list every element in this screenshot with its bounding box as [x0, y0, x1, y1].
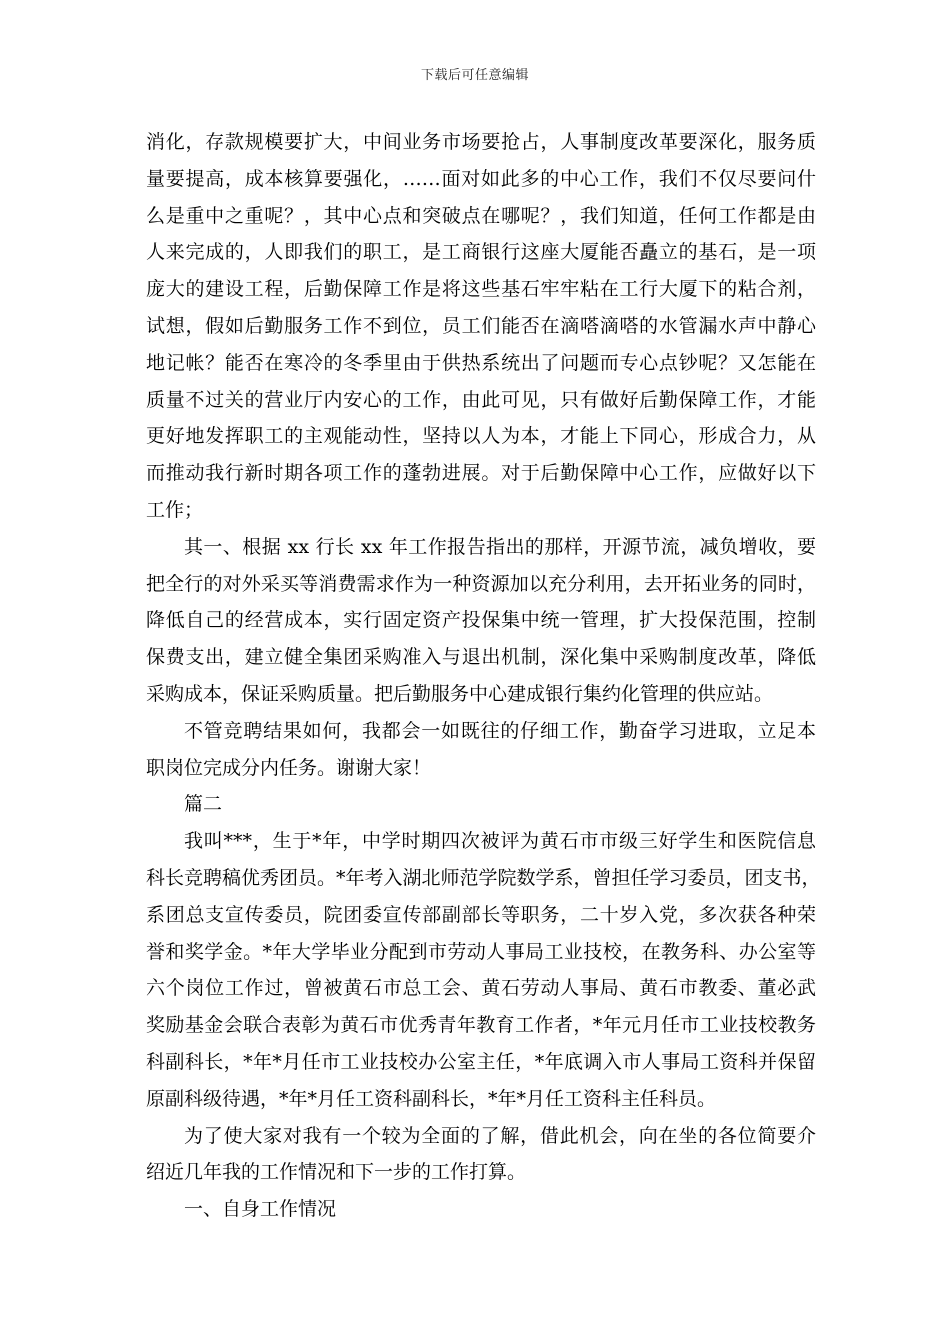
- text-line: 科长竞聘稿优秀团员。*年考入湖北师范学院数学系，曾担任学习委员，团支书，: [146, 866, 821, 889]
- text-line: 地记帐？能否在寒冷的冬季里由于供热系统出了问题而专心点钞呢？又怎能在: [146, 351, 816, 374]
- text-line: 庞大的建设工程，后勤保障工作是将这些基石牢牢粘在工行大厦下的粘合剂，: [146, 278, 816, 301]
- document-body: [146, 124, 821, 1228]
- page-header: 下载后可任意编辑: [420, 68, 529, 83]
- text-line: 消化，存款规模要扩大，中间业务市场要抢占，人事制度改革要深化，服务质: [146, 131, 816, 153]
- text-line: 降低自己的经营成本，实行固定资产投保集中统一管理，扩大投保范围，控制: [146, 609, 816, 632]
- text-line: 为了使大家对我有一个较为全面的了解，借此机会，向在坐的各位简要介: [184, 1124, 816, 1147]
- text-line: 奖励基金会联合表彰为黄石市优秀青年教育工作者，*年元月任市工业技校教务: [146, 1014, 816, 1037]
- text-line: 原副科级待遇，*年*月任工资科副科长，*年*月任工资科主任科员。: [146, 1087, 717, 1110]
- text-line: 么是重中之重呢？，其中心点和突破点在哪呢？，我们知道，任何工作都是由: [146, 204, 816, 227]
- text-line: 六个岗位工作过，曾被黄石市总工会、黄石劳动人事局、黄石市教委、董必武: [146, 977, 816, 1000]
- text-line: 人来完成的，人即我们的职工，是工商银行这座大厦能否矗立的基石，是一项: [146, 241, 816, 264]
- text-line: 保费支出，建立健全集团采购准入与退出机制，深化集中采购制度改革，降低: [146, 646, 816, 669]
- text-line: 我叫***，生于*年，中学时期四次被评为黄石市市级三好学生和医院信息: [184, 830, 816, 853]
- text-line: 系团总支宣传委员，院团委宣传部副部长等职务，二十岁入党，多次获各种荣: [146, 903, 816, 926]
- text-line: 绍近几年我的工作情况和下一步的工作打算。: [146, 1161, 527, 1184]
- text-line: 誉和奖学金。*年大学毕业分配到市劳动人事局工业技校，在教务科、办公室等: [146, 940, 816, 963]
- text-line: 职岗位完成分内任务。谢谢大家！: [146, 756, 432, 779]
- text-line: 试想，假如后勤服务工作不到位，员工们能否在滴嗒滴嗒的水管漏水声中静心: [146, 314, 816, 337]
- text-line: 一、自身工作情况: [184, 1198, 337, 1221]
- text-line: 量要提高，成本核算要强化，……面对如此多的中心工作，我们不仅尽要问什: [146, 167, 816, 190]
- text-line: 不管竞聘结果如何，我都会一如既往的仔细工作，勤奋学习进取，立足本: [184, 719, 816, 742]
- text-line: 而推动我行新时期各项工作的蓬勃进展。对于后勤保障中心工作，应做好以下: [146, 462, 816, 485]
- text-line: 质量不过关的营业厅内安心的工作，由此可见，只有做好后勤保障工作，才能: [146, 388, 816, 411]
- text-line: 更好地发挥职工的主观能动性，坚持以人为本，才能上下同心，形成合力，从: [146, 425, 816, 448]
- text-line: 其一、根据 xx 行长 xx 年工作报告指出的那样，开源节流，减负增收，要: [184, 535, 816, 558]
- text-line: 篇二: [184, 793, 223, 816]
- text-line: 把全行的对外采买等消费需求作为一种资源加以充分利用，去开拓业务的同时，: [146, 572, 816, 595]
- text-line: 采购成本，保证采购质量。把后勤服务中心建成银行集约化管理的供应站。: [146, 682, 774, 705]
- text-line: 工作；: [146, 498, 204, 521]
- text-line: 科副科长，*年*月任市工业技校办公室主任，*年底调入市人事局工资科并保留: [146, 1050, 816, 1073]
